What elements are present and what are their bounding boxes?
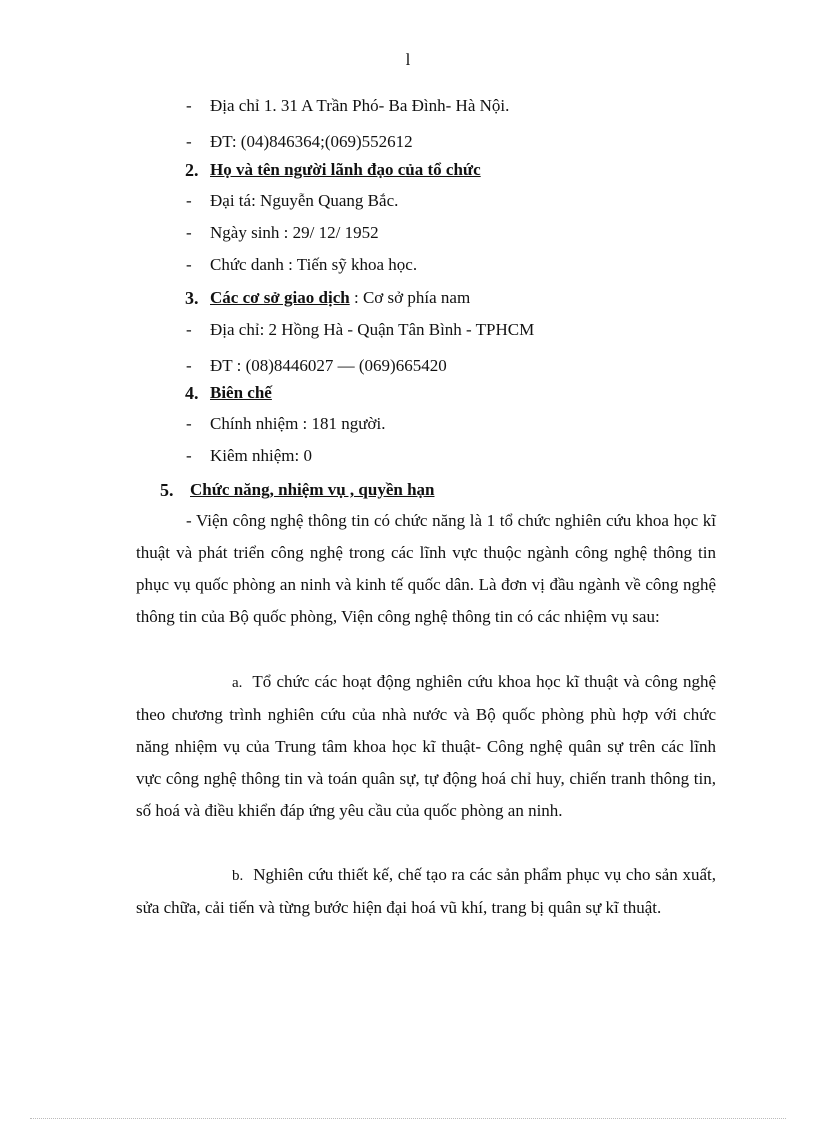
bullet-dash: - xyxy=(186,223,192,242)
section-title: Các cơ sở giao dịch xyxy=(210,288,350,307)
bullet-text: ĐT: (04)846364;(069)552612 xyxy=(210,132,413,151)
bullet-dash: - xyxy=(186,96,192,115)
item-a-paragraph xyxy=(136,666,716,827)
section-title: Chức năng, nhiệm vụ , quyền hạn xyxy=(190,480,435,499)
intro-paragraph: - Viện công nghệ thông tin có chức năng là 1 tổ chức nghiên cứu khoa học kĩ thuật và phát triển công nghệ trong các lĩnh vực thuộc ngành công nghệ thông tin phục vụ quốc phòng an ninh và kinh tế quốc dân. Là đơn vị đầu ngành về công nghệ thông tin của Bộ quốc phòng, Viện công nghệ thông tin có các nhiệm vụ sau: xyxy=(136,511,716,626)
bullet-dash: - xyxy=(186,132,192,151)
bullet-dash: - xyxy=(186,255,192,274)
section-number: 2. xyxy=(185,160,199,180)
item-b-paragraph xyxy=(136,859,716,924)
bullet-text: ĐT : (08)8446027 — (069)665420 xyxy=(210,356,447,375)
bullet-dash: - xyxy=(186,320,192,339)
section-number: 5. xyxy=(160,480,174,500)
bullet-text: Đại tá: Nguyễn Quang Bắc. xyxy=(210,191,399,210)
section-5-intro xyxy=(136,505,716,633)
bullet-dash: - xyxy=(186,356,192,375)
section-title-suffix: : Cơ sở phía nam xyxy=(349,288,471,307)
item-label: b. xyxy=(232,868,244,884)
item-label: a. xyxy=(232,675,243,691)
bullet-text: Ngày sinh : 29/ 12/ 1952 xyxy=(210,223,379,242)
section-number: 4. xyxy=(185,383,199,403)
section-5-item-a xyxy=(136,666,716,827)
page-bottom-border xyxy=(30,1118,786,1119)
section-5-item-b xyxy=(136,859,716,924)
bullet-dash: - xyxy=(186,446,192,465)
bullet-text: Kiêm nhiệm: 0 xyxy=(210,446,312,465)
section-number: 3. xyxy=(185,288,199,308)
item-text: Tổ chức các hoạt động nghiên cứu khoa học kĩ thuật và công nghệ theo chương trình nghiên cứu của nhà nước và Bộ quốc phòng phù hợp với chức năng nhiệm vụ của Trung tâm khoa học kĩ thuật- Công nghệ quân sự trên các lĩnh vực công nghệ thông tin và toán quân sự, tự động hoá chỉ huy, chiến tranh thông tin, số hoá và điều khiển đáp ứng yêu cầu của quốc phòng an ninh. xyxy=(136,672,716,820)
section-title: Biên chế xyxy=(210,383,272,402)
bullet-dash: - xyxy=(186,191,192,210)
bullet-text: Địa chỉ: 2 Hồng Hà - Quận Tân Bình - TPHCM xyxy=(210,320,535,339)
section-title: Họ và tên người lãnh đạo của tổ chức xyxy=(210,160,481,179)
section-3-heading-text xyxy=(210,288,470,308)
bullet-text: Địa chỉ 1. 31 A Trần Phó- Ba Đình- Hà Nội. xyxy=(210,96,510,115)
bullet-text: Chính nhiệm : 181 người. xyxy=(210,414,386,433)
page-number: l xyxy=(405,50,411,69)
bullet-text: Chức danh : Tiến sỹ khoa học. xyxy=(210,255,418,274)
bullet-dash: - xyxy=(186,414,192,433)
item-text: Nghiên cứu thiết kế, chế tạo ra các sản phẩm phục vụ cho sản xuất, sửa chữa, cải tiến và từng bước hiện đại hoá vũ khí, trang bị quân sự kĩ thuật. xyxy=(136,865,716,917)
